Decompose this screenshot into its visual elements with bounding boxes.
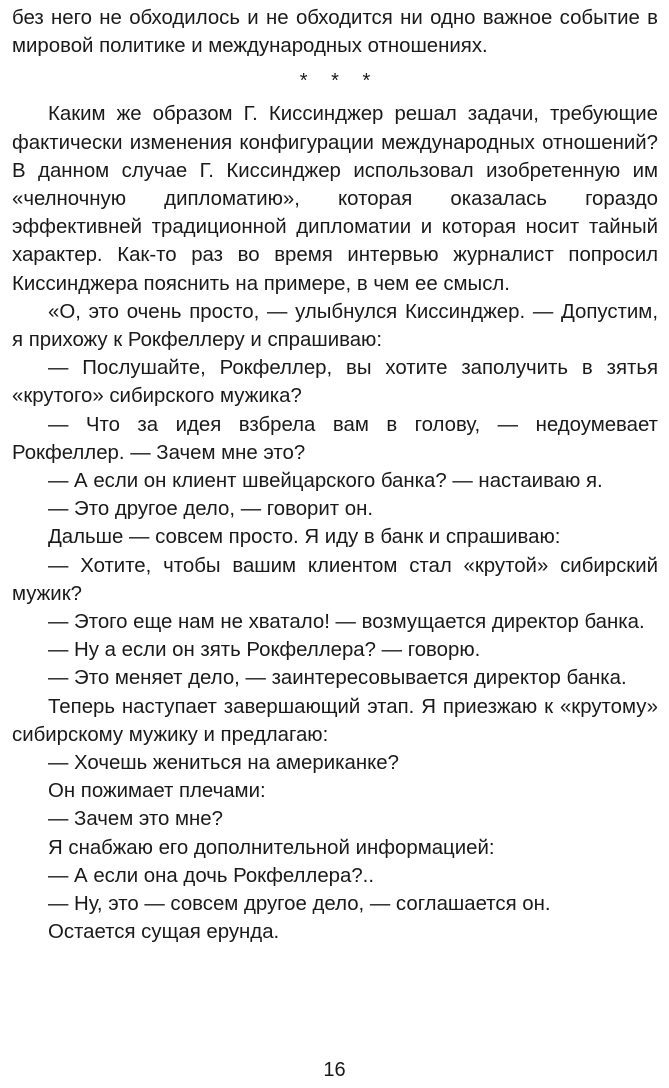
paragraph: — Ну а если он зять Рокфеллера? — говорю. — [48, 639, 481, 662]
paragraph: — А если она дочь Рокфеллера?.. — [48, 864, 375, 887]
paragraph: — Это меняет дело, — заинтересовывается директор банка. — [48, 667, 627, 690]
paragraph: «О, это очень просто, — улыбнулся Киссинджер. — Допустим, я прихожу к Рокфеллеру и спрашиваю: — [12, 300, 658, 352]
paragraph: — Это другое дело, — говорит он. — [48, 498, 374, 521]
paragraph: — Хочешь жениться на американке? — [48, 752, 399, 775]
paragraph: Я снабжаю его дополнительной информацией: — [48, 836, 495, 859]
paragraph: Теперь наступает завершающий этап. Я приезжаю к «крутому» сибирскому мужику и предлагаю: — [12, 695, 658, 746]
paragraph: — Ну, это — совсем другое дело, — соглашается он. — [48, 893, 551, 916]
paragraph: — Хотите, чтобы вашим клиентом стал «крутой» сибирский мужик? — [12, 554, 658, 605]
paragraph: Каким же образом Г. Киссинджер решал задачи, требующие фактически изменения конфигурации международных отношений? В данном случае Г. Киссинджер использовал изобретенную им «челночную дипломатию», которая оказалась гораздо эффективней традиционной дипломатии и которая носит тайный характер. Как-то раз во время интервью журналист попросил Киссинджера пояснить на примере, в чем ее смысл. — [12, 103, 658, 295]
paragraph: — А если он клиент швейцарского банка? — настаиваю я. — [48, 470, 603, 493]
paragraph: Остается сущая ерунда. — [48, 921, 280, 944]
section-separator: * * * — [299, 70, 371, 93]
page-number: 16 — [323, 1059, 346, 1081]
paragraph: Дальше — совсем просто. Я иду в банк и спрашиваю: — [48, 526, 561, 549]
paragraph: Он пожимает плечами: — [48, 780, 266, 803]
paragraph: — Послушайте, Рокфеллер, вы хотите заполучить в зятья «крутого» сибирского мужика? — [12, 357, 658, 408]
paragraph: — Что за идея взбрела вам в голову, — недоумевает Рокфеллер. — Зачем мне это? — [12, 413, 658, 464]
opening-paragraph: без него не обходилось и не обходится ни одно важное событие в мировой политике и международных отношениях. — [12, 7, 658, 58]
paragraph: — Зачем это мне? — [48, 808, 223, 831]
paragraph: — Этого еще нам не хватало! — возмущается директор банка. — [48, 611, 645, 634]
body-text — [12, 4, 658, 947]
